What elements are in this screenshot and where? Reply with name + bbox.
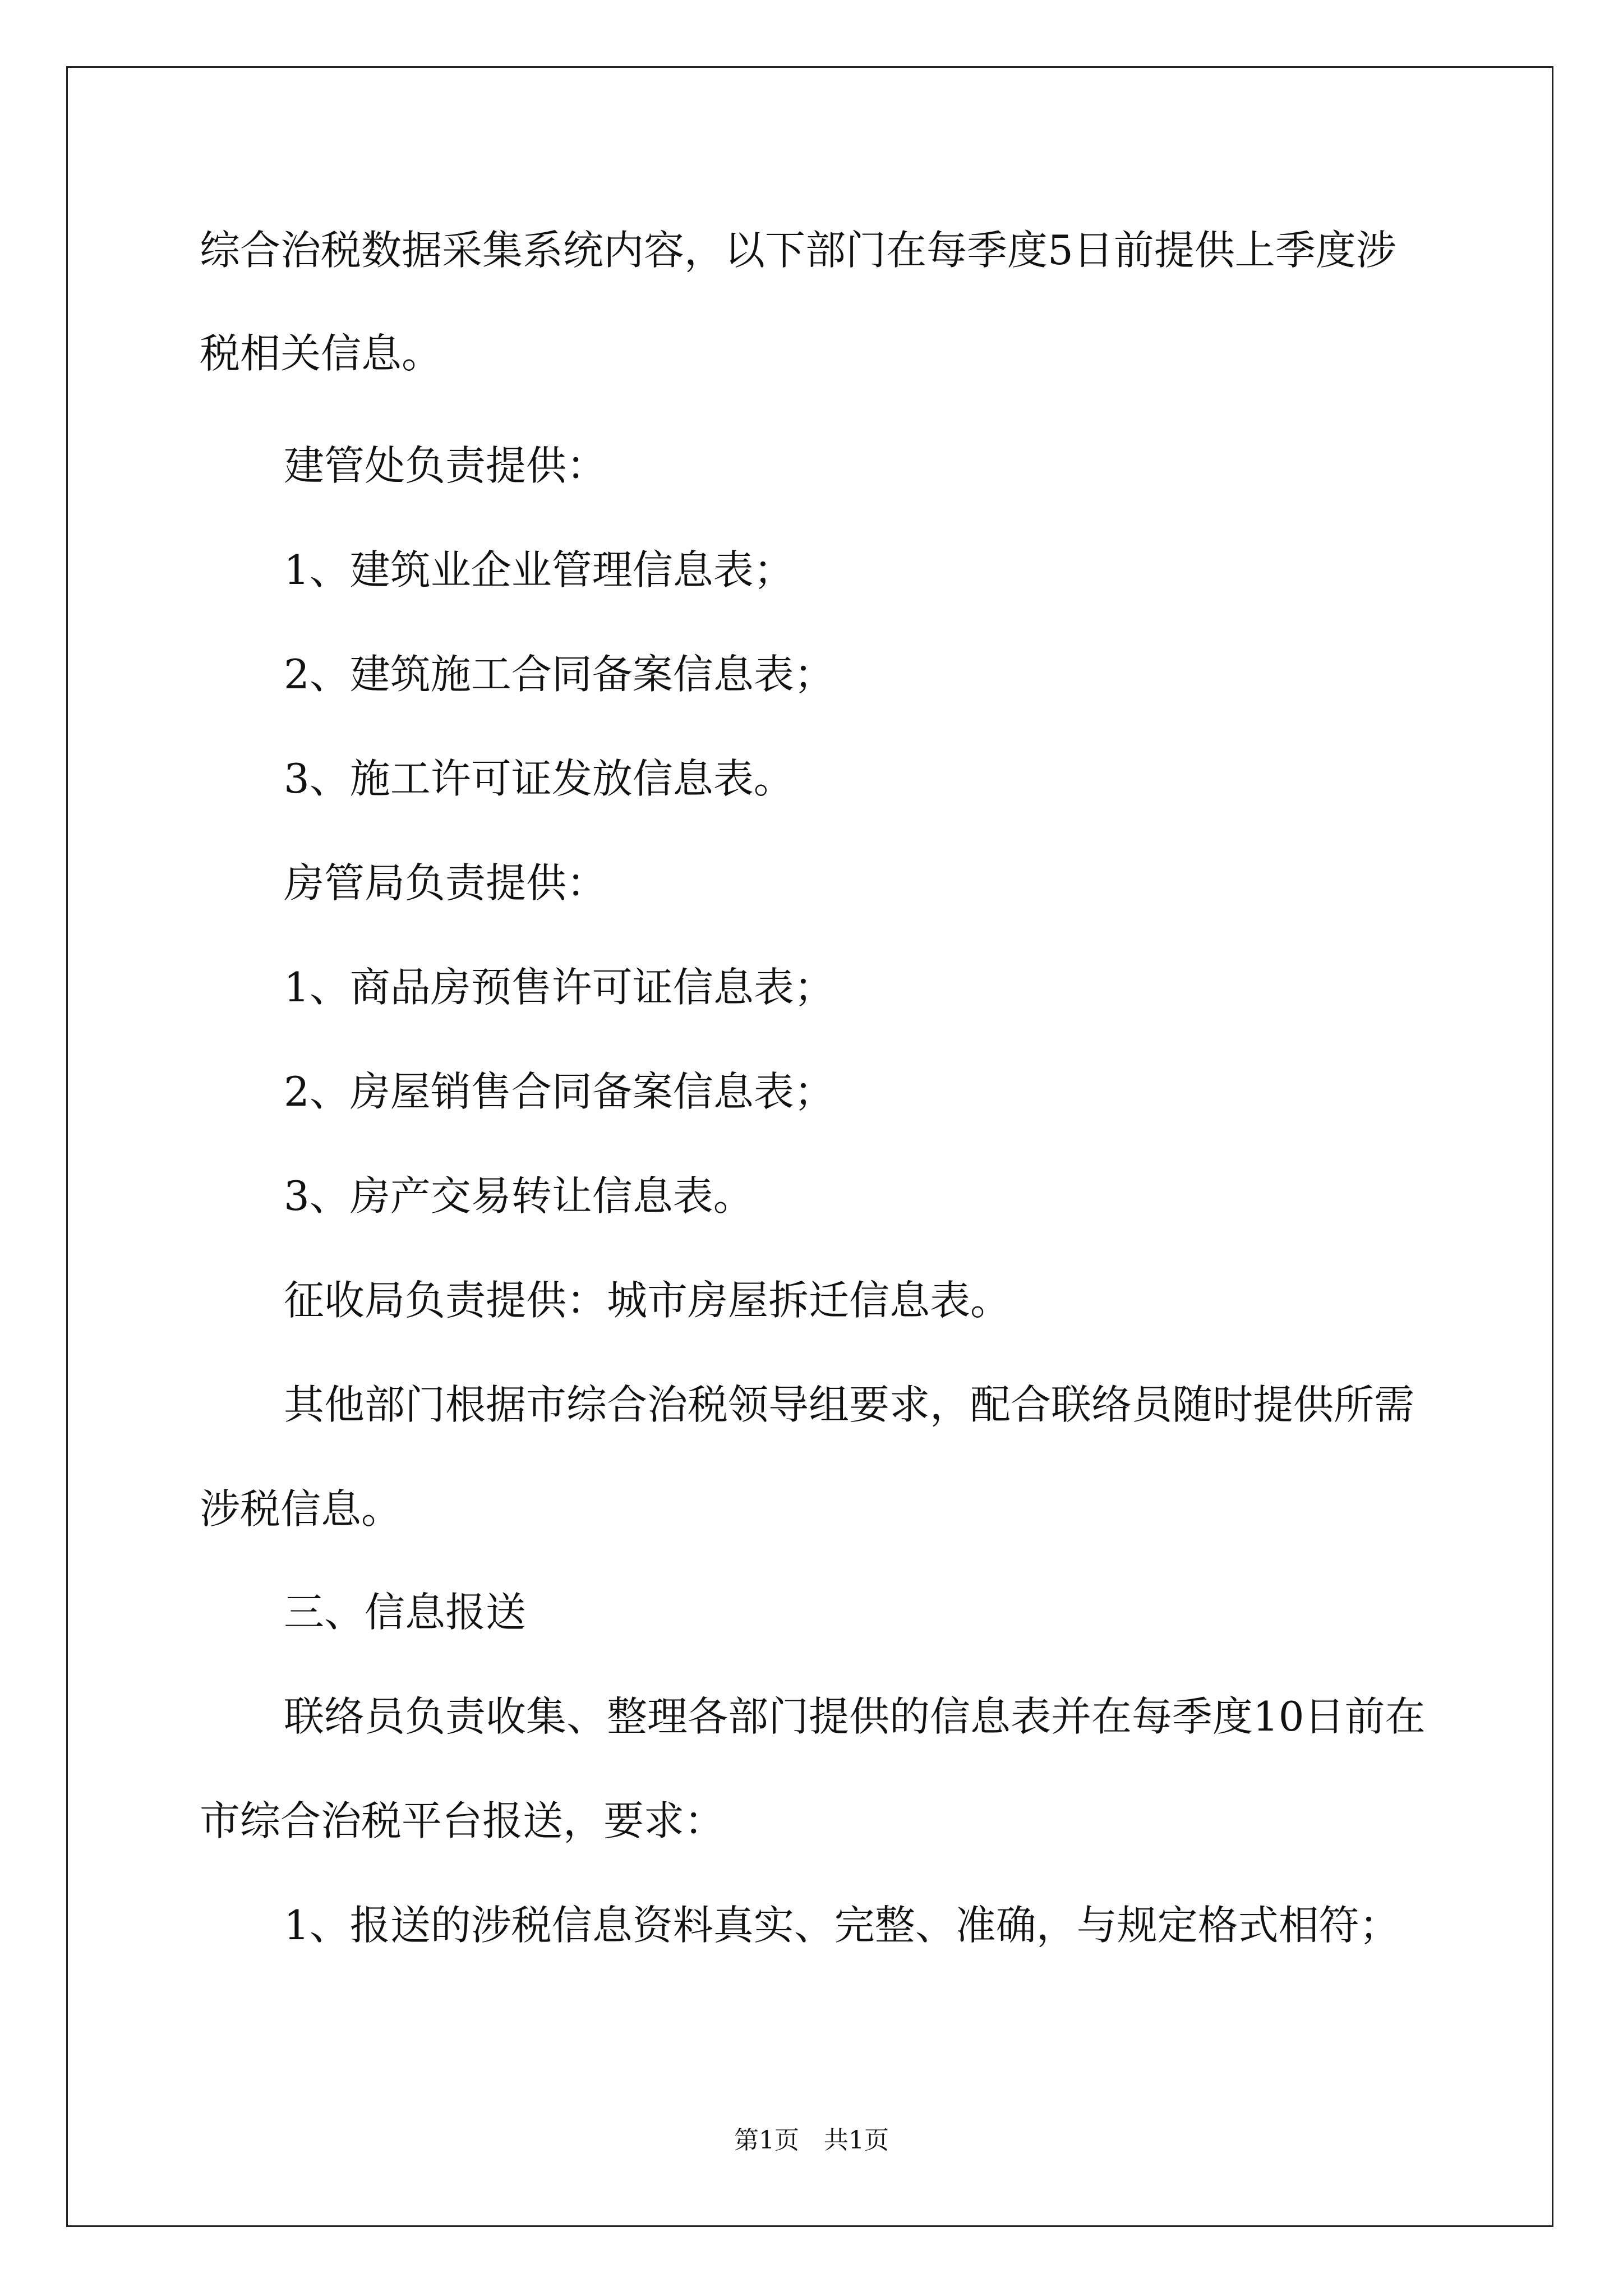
section-heading-construction: 建管处负责提供： <box>284 442 607 489</box>
page-footer: 第1页 共1页 <box>734 2126 889 2155</box>
paragraph-line: 其他部门根据市综合治税领导组要求，配合联络员随时提供所需 <box>284 1381 1415 1428</box>
paragraph-line: 综合治税数据采集系统内容，以下部门在每季度5日前提供上季度涉 <box>200 227 1396 274</box>
paragraph-line: 市综合治税平台报送，要求： <box>200 1797 725 1844</box>
paragraph-line: 涉税信息。 <box>200 1485 402 1533</box>
list-item: 1、报送的涉税信息资料真实、完整、准确，与规定格式相符； <box>284 1902 1400 1949</box>
list-item: 3、房产交易转让信息表。 <box>284 1172 754 1220</box>
list-item: 2、建筑施工合同备案信息表； <box>284 651 834 698</box>
section-line-levy: 征收局负责提供：城市房屋拆迁信息表。 <box>284 1277 1011 1324</box>
section-heading-reporting: 三、信息报送 <box>284 1589 527 1636</box>
paragraph-line: 税相关信息。 <box>200 330 442 377</box>
list-item: 3、施工许可证发放信息表。 <box>284 755 794 802</box>
paragraph-line: 联络员负责收集、整理各部门提供的信息表并在每季度10日前在 <box>284 1693 1426 1740</box>
list-item: 2、房屋销售合同备案信息表； <box>284 1068 834 1115</box>
list-item: 1、商品房预售许可证信息表； <box>284 964 834 1011</box>
section-heading-housing: 房管局负责提供： <box>284 859 607 907</box>
list-item: 1、建筑业企业管理信息表； <box>284 546 794 593</box>
